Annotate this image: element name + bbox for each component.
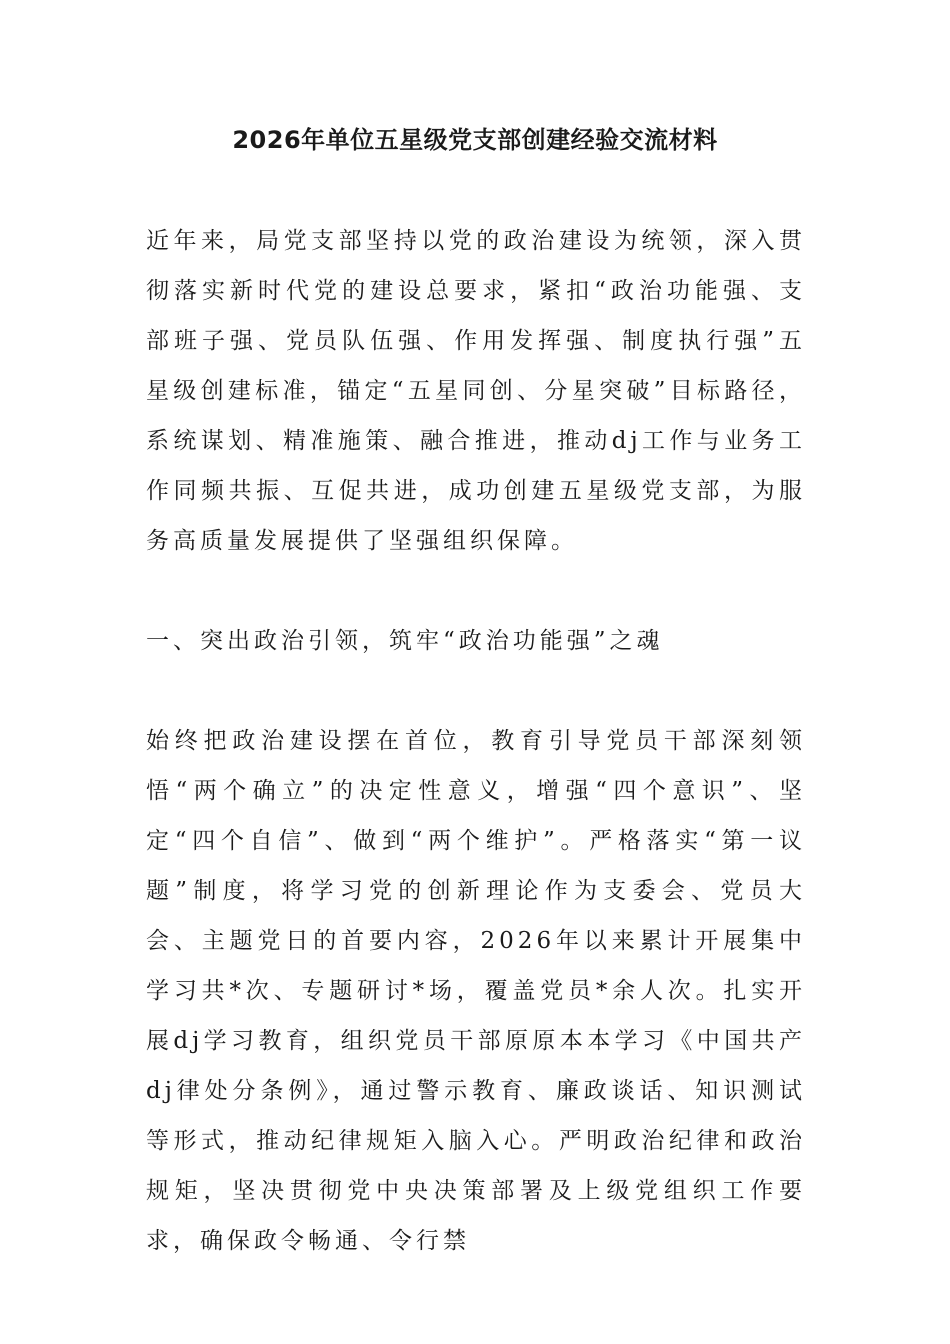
document-title: 2026年单位五星级党支部创建经验交流材料 — [232, 126, 718, 154]
intro-paragraph: 近年来，局党支部坚持以党的政治建设为统领，深入贯彻落实新时代党的建设总要求，紧扣“政治功能强、支部班子强、党员队伍强、作用发挥强、制度执行强”五星级创建标准，锚定“五星同创、分星突破”目标路径，系统谋划、精准施策、融合推进，推动dj工作与业务工作同频共振、互促共进，成功创建五星级党支部，为服务高质量发展提供了坚强组织保障。 — [146, 228, 806, 554]
section-heading: 一、突出政治引领，筑牢“政治功能强”之魂 — [146, 628, 664, 654]
section-body-paragraph: 始终把政治建设摆在首位，教育引导党员干部深刻领悟“两个确立”的决定性意义，增强“四个意识”、坚定“四个自信”、做到“两个维护”。严格落实“第一议题”制度，将学习党的创新理论作为支委会、党员大会、主题党日的首要内容，2026年以来累计开展集中学习共*次、专题研讨*场，覆盖党员*余人次。扎实开展dj学习教育，组织党员干部原原本本学习《中国共产dj律处分条例》，通过警示教育、廉政谈话、知识测试等形式，推动纪律规矩入脑入心。严明政治纪律和政治规矩，坚决贯彻党中央决策部署及上级党组织工作要求，确保政令畅通、令行禁 — [146, 728, 806, 1254]
